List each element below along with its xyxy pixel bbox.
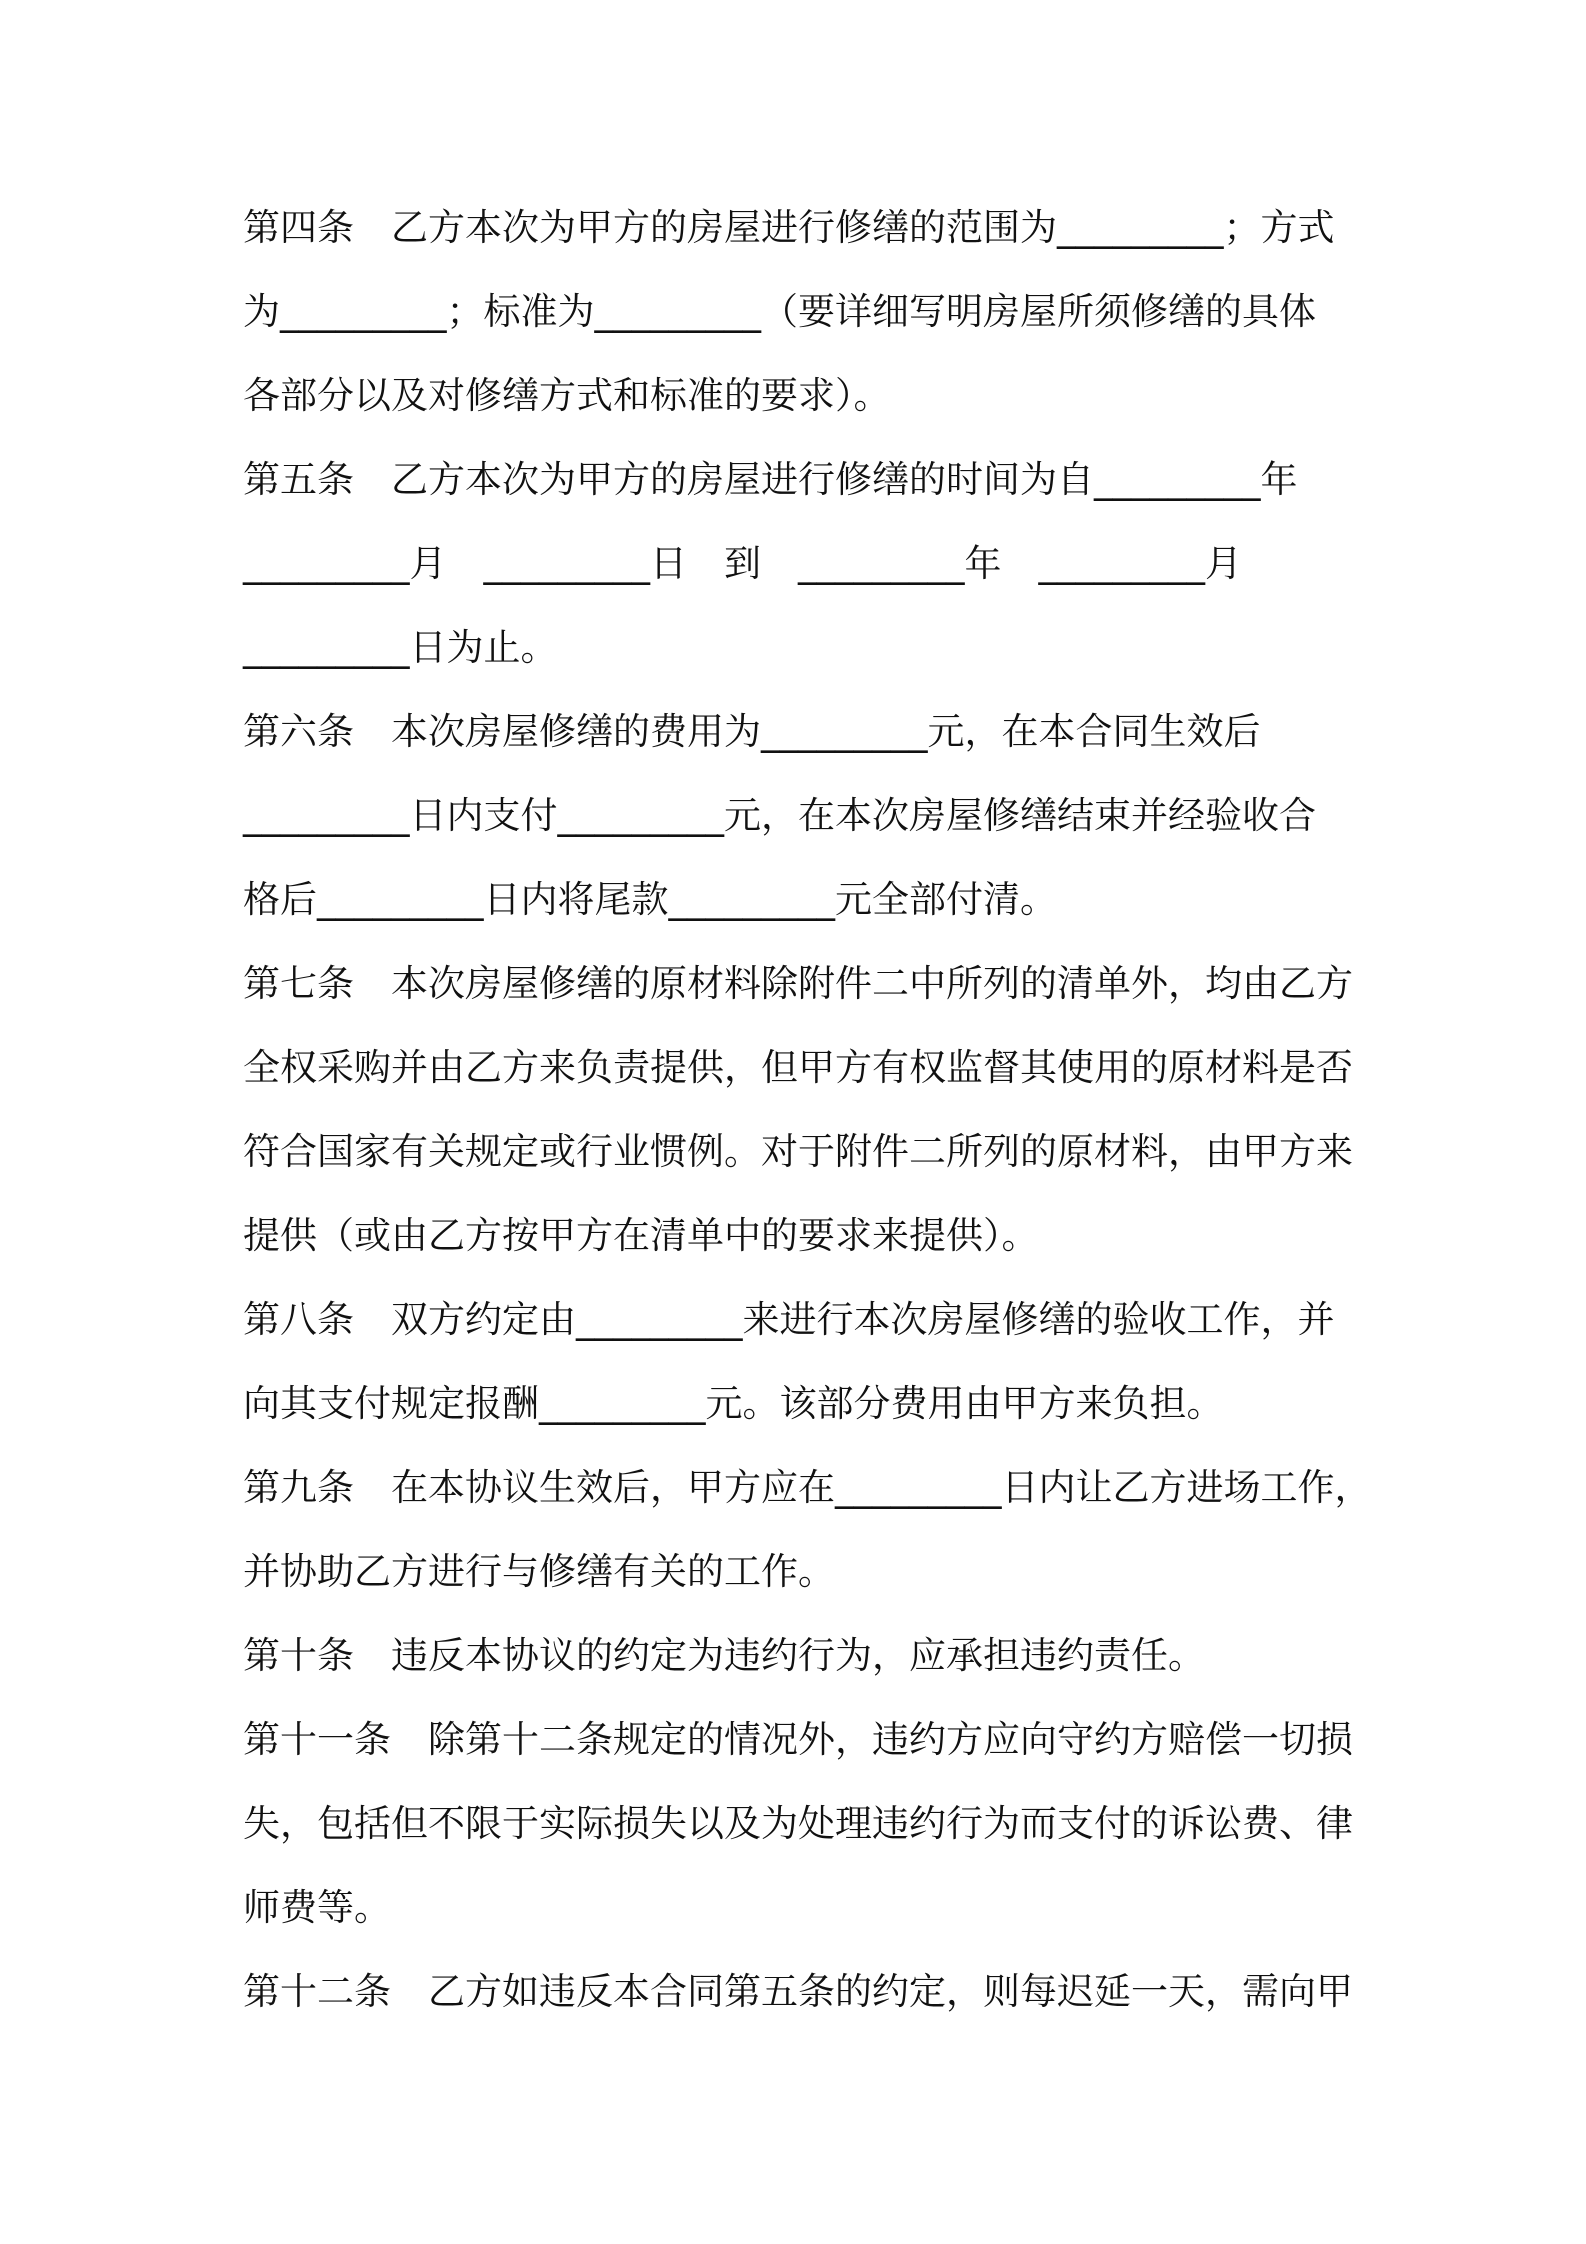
text-line: _________月 _________日 到 _________年 _________月 <box>243 542 1242 585</box>
text-line: 第八条 双方约定由_________来进行本次房屋修缮的验收工作，并 <box>243 1298 1335 1341</box>
text-line: 为_________；标准为_________（要详细写明房屋所须修缮的具体 <box>243 290 1316 333</box>
text-line: 全权采购并由乙方来负责提供，但甲方有权监督其使用的原材料是否 <box>243 1046 1353 1089</box>
text-line: 第四条 乙方本次为甲方的房屋进行修缮的范围为_________；方式 <box>243 206 1335 249</box>
text-line: _________日内支付_________元，在本次房屋修缮结束并经验收合 <box>243 794 1316 837</box>
text-line: 向其支付规定报酬_________元。该部分费用由甲方来负担。 <box>243 1382 1224 1425</box>
text-line: 师费等。 <box>243 1886 391 1929</box>
text-line: 第十条 违反本协议的约定为违约行为，应承担违约责任。 <box>243 1634 1205 1677</box>
text-line: 第十一条 除第十二条规定的情况外，违约方应向守约方赔偿一切损 <box>243 1718 1353 1761</box>
text-line: 提供（或由乙方按甲方在清单中的要求来提供）。 <box>243 1214 1039 1257</box>
text-line: 符合国家有关规定或行业惯例。对于附件二所列的原材料，由甲方来 <box>243 1130 1353 1173</box>
text-line: 并协助乙方进行与修缮有关的工作。 <box>243 1550 835 1593</box>
text-line: _________日为止。 <box>243 626 558 669</box>
text-line: 第十二条 乙方如违反本合同第五条的约定，则每迟延一天，需向甲 <box>243 1970 1353 2013</box>
text-line: 第五条 乙方本次为甲方的房屋进行修缮的时间为自_________年 <box>243 458 1298 501</box>
text-line: 格后_________日内将尾款_________元全部付清。 <box>243 878 1057 921</box>
text-line: 第七条 本次房屋修缮的原材料除附件二中所列的清单外，均由乙方 <box>243 962 1353 1005</box>
text-line: 各部分以及对修缮方式和标准的要求）。 <box>243 374 891 417</box>
text-line: 失，包括但不限于实际损失以及为处理违约行为而支付的诉讼费、律 <box>243 1802 1353 1845</box>
text-line: 第九条 在本协议生效后，甲方应在_________日内让乙方进场工作， <box>243 1466 1372 1509</box>
text-line: 第六条 本次房屋修缮的费用为_________元，在本合同生效后 <box>243 710 1261 753</box>
